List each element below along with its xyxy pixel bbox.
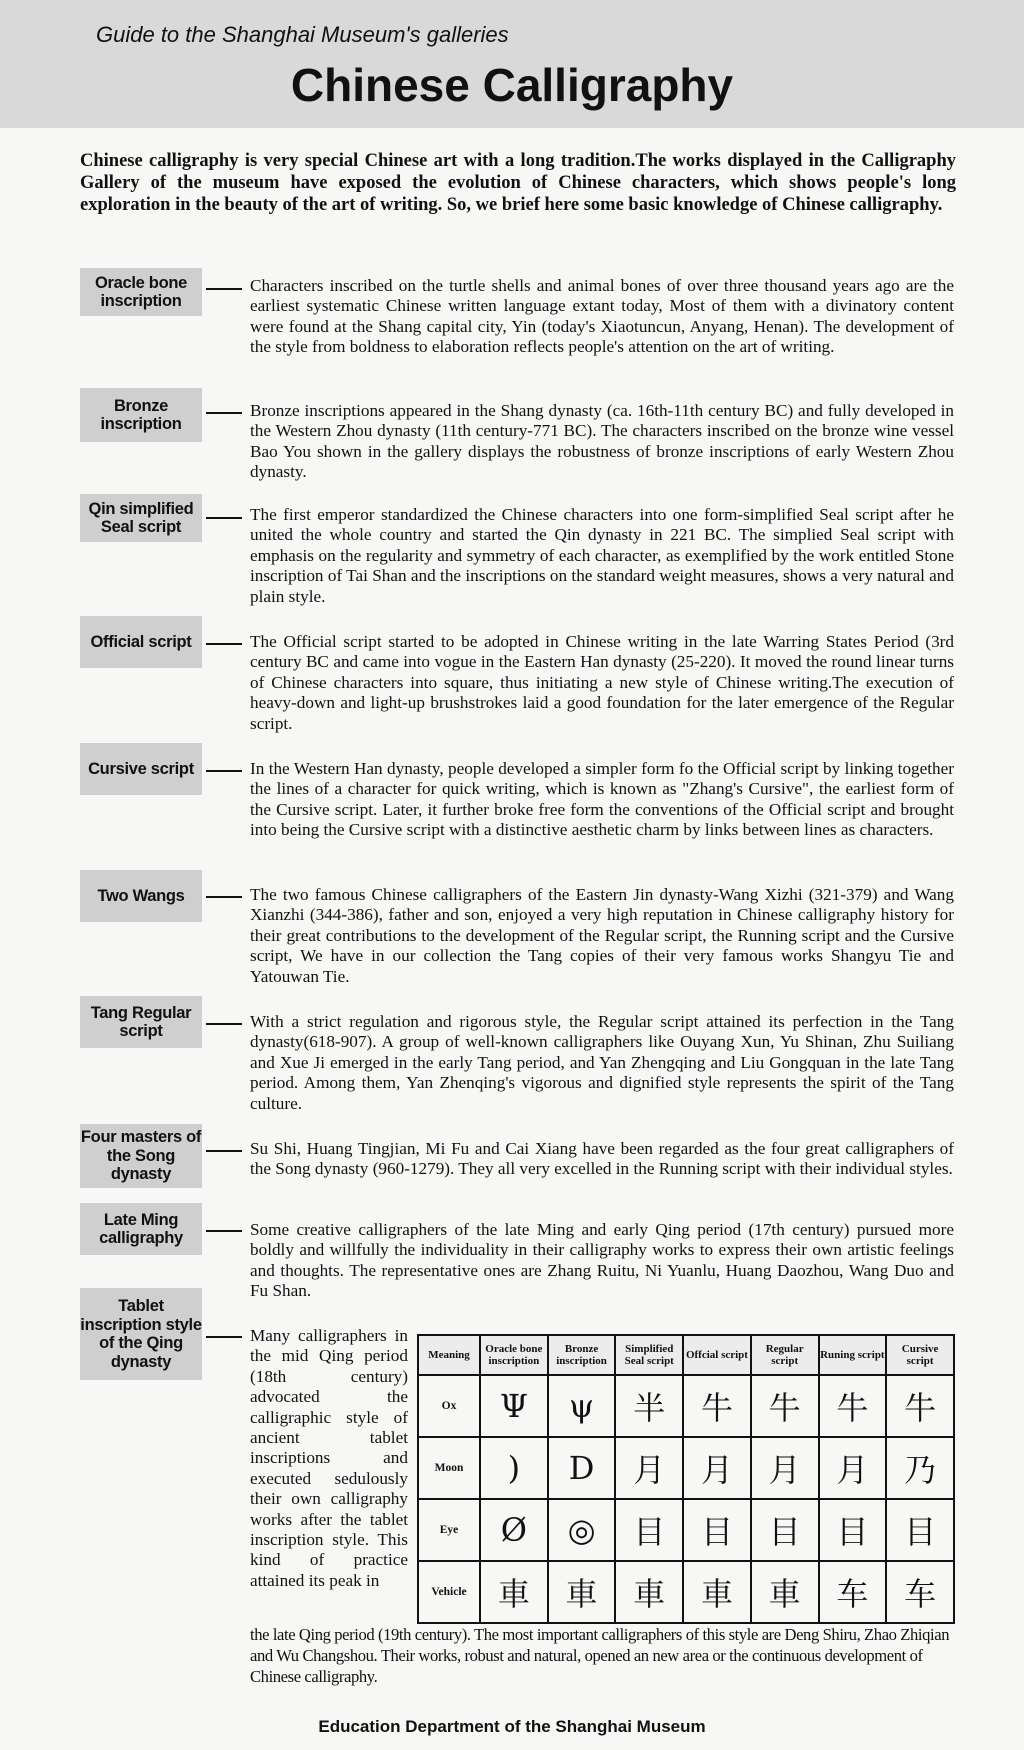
table-header-row bbox=[418, 1335, 954, 1375]
glyph-cell: Ψ bbox=[480, 1375, 548, 1437]
glyph-cell: 车 bbox=[819, 1561, 887, 1623]
glyph-cell: 月 bbox=[819, 1437, 887, 1499]
label-connector bbox=[206, 770, 242, 772]
glyph-cell: 目 bbox=[819, 1499, 887, 1561]
glyph-cell: 月 bbox=[751, 1437, 819, 1499]
glyph-cell: D bbox=[548, 1437, 616, 1499]
label-connector bbox=[206, 1336, 242, 1338]
glyph-cell: 目 bbox=[751, 1499, 819, 1561]
table-header-cell: Runing script bbox=[819, 1335, 887, 1375]
table-header-cell: Simplified Seal script bbox=[615, 1335, 683, 1375]
table-row bbox=[418, 1437, 954, 1499]
section-text-oracle-bone: Characters inscribed on the turtle shells and animal bones of over three thousand years ago are the earliest systematic Chinese written language extant today, Most of them with a divinatory content were found at the Shang capital city, Yin (today's Xiaotuncun, Anyang, Henan). The development of the style from boldness to elaboration reflects people's attention on the art of writing. bbox=[250, 276, 954, 357]
label-connector bbox=[206, 643, 242, 645]
glyph-cell: 車 bbox=[548, 1561, 616, 1623]
glyph-cell: 目 bbox=[886, 1499, 954, 1561]
section-label-bronze: Bronze inscription bbox=[80, 388, 202, 442]
glyph-cell: 目 bbox=[615, 1499, 683, 1561]
label-connector bbox=[206, 896, 242, 898]
section-text-qin-seal: The first emperor standardized the Chinese characters into one form-simplified Seal script after he united the whole country and started the Qin dynasty in 221 BC. The simplied Seal script with emphasis on the regularity and symmetry of each character, as exemplified by the work entitled Stone inscription of Tai Shan and the inscriptions on the standard weight measures, shows a very natural and plain style. bbox=[250, 505, 954, 606]
section-label-qing-tablet: Tablet inscription style of the Qing dynasty bbox=[80, 1288, 202, 1380]
table-header-cell: Oracle bone inscription bbox=[480, 1335, 548, 1375]
section-text-late-ming: Some creative calligraphers of the late Ming and early Qing period (17th century) pursued more boldly and willfully the individuality in their calligraphy works to express their own artistic feelings and thoughts. The representative ones are Zhang Ruitu, Ni Yuanlu, Huang Daozhou, Wang Duo and Fu Shan. bbox=[250, 1220, 954, 1301]
section-text-bronze: Bronze inscriptions appeared in the Shang dynasty (ca. 16th-11th century BC) and fully developed in the Western Zhou dynasty (11th century-771 BC). The characters inscribed on the bronze wine vessel Bao You shown in the gallery displays the robustness of bronze inscriptions of early Western Zhou dynasty. bbox=[250, 401, 954, 482]
meaning-cell: Vehicle bbox=[418, 1561, 480, 1623]
glyph-cell: 車 bbox=[683, 1561, 751, 1623]
glyph-cell: 月 bbox=[683, 1437, 751, 1499]
table-header-cell: Cursive script bbox=[886, 1335, 954, 1375]
section-label-cursive: Cursive script bbox=[80, 743, 202, 795]
section-text-cursive: In the Western Han dynasty, people developed a simpler form fo the Official script by linking together the lines of a character for quick writing, which is known as "Zhang's Cursive", the earliest form of the Cursive script. Later, it further broke free form the conventions of the Official script and brought into being the Cursive script with a distinctive aesthetic charm by links between lines as characters. bbox=[250, 759, 954, 840]
section-text-official: The Official script started to be adopted in Chinese writing in the late Warring States Period (3rd century BC and came into vogue in the Eastern Han dynasty (25-220). It moved the round linear turns of Chinese characters into square, thus initiating a new style of Chinese writing.The execution of heavy-down and light-up brushstrokes laid a good foundation for the later emergence of the Regular script. bbox=[250, 632, 954, 733]
meaning-cell: Ox bbox=[418, 1375, 480, 1437]
section-label-oracle-bone: Oracle bone inscription bbox=[80, 268, 202, 316]
glyph-cell: 車 bbox=[615, 1561, 683, 1623]
glyph-cell: 牛 bbox=[886, 1375, 954, 1437]
glyph-cell: ) bbox=[480, 1437, 548, 1499]
section-text-qing-tablet-bottom: the late Qing period (19th century). The most important calligraphers of this style are Deng Shiru, Zhao Zhiqian and Wu Changshou. Their works, robust and natural, opened an new area or the continuous development of Chinese calligraphy. bbox=[250, 1625, 950, 1686]
glyph-cell: 车 bbox=[886, 1561, 954, 1623]
label-connector bbox=[206, 517, 242, 519]
glyph-cell: 半 bbox=[615, 1375, 683, 1437]
page-title: Chinese Calligraphy bbox=[290, 59, 734, 111]
table-row bbox=[418, 1499, 954, 1561]
table-row bbox=[418, 1561, 954, 1623]
glyph-cell: 月 bbox=[615, 1437, 683, 1499]
section-label-official: Official script bbox=[80, 616, 202, 668]
table-header-cell: Regular script bbox=[751, 1335, 819, 1375]
glyph-cell: 車 bbox=[751, 1561, 819, 1623]
label-connector bbox=[206, 1023, 242, 1025]
table-header-cell: Meaning bbox=[418, 1335, 480, 1375]
glyph-cell: ψ bbox=[548, 1375, 616, 1437]
guide-subtitle: Guide to the Shanghai Museum's galleries bbox=[96, 22, 509, 47]
label-connector bbox=[206, 288, 242, 290]
label-connector bbox=[206, 1230, 242, 1232]
table-header-cell: Offcial script bbox=[683, 1335, 751, 1375]
label-connector bbox=[206, 412, 242, 414]
meaning-cell: Eye bbox=[418, 1499, 480, 1561]
footer-credit: Education Department of the Shanghai Museum bbox=[318, 1717, 706, 1736]
glyph-cell: 乃 bbox=[886, 1437, 954, 1499]
glyph-cell: Ø bbox=[480, 1499, 548, 1561]
glyph-cell: 車 bbox=[480, 1561, 548, 1623]
glyph-cell: 目 bbox=[683, 1499, 751, 1561]
table-row bbox=[418, 1375, 954, 1437]
section-label-late-ming: Late Ming calligraphy bbox=[80, 1203, 202, 1255]
meaning-cell: Moon bbox=[418, 1437, 480, 1499]
table-header-cell: Bronze inscription bbox=[548, 1335, 616, 1375]
section-text-song-masters: Su Shi, Huang Tingjian, Mi Fu and Cai Xiang have been regarded as the four great calligraphers of the Song dynasty (960-1279). They all very excelled in the Running script with their individual styles. bbox=[250, 1139, 954, 1179]
glyph-cell: 牛 bbox=[751, 1375, 819, 1437]
label-connector bbox=[206, 1150, 242, 1152]
section-text-qing-tablet-left: Many calligraphers in the mid Qing period (18th century) advocated the calligraphic style of ancient tablet inscriptions and executed sedulously their own calligraphy works after the tablet inscription style. This kind of practice attained its peak in bbox=[250, 1326, 408, 1590]
section-label-song-masters: Four masters of the Song dynasty bbox=[80, 1124, 202, 1188]
script-evolution-table bbox=[417, 1334, 955, 1624]
glyph-cell: 牛 bbox=[683, 1375, 751, 1437]
section-text-tang-regular: With a strict regulation and rigorous style, the Regular script attained its perfection in the Tang dynasty(618-907). A group of well-known calligraphers like Ouyang Xun, Yu Shinan, Zhu Suiliang and Xue Ji emerged in the early Tang period, and Yan Zhengqing and Liu Gongquan in the late Tang period. Among them, Yan Zhenqing's vigorous and dignified style represents the spirit of the Tang culture. bbox=[250, 1012, 954, 1113]
glyph-cell: 牛 bbox=[819, 1375, 887, 1437]
glyph-cell: ◎ bbox=[548, 1499, 616, 1561]
section-label-qin-seal: Qin simplified Seal script bbox=[80, 494, 202, 542]
section-text-two-wangs: The two famous Chinese calligraphers of the Eastern Jin dynasty-Wang Xizhi (321-379) and Wang Xianzhi (344-386), father and son, enjoyed a very high reputation in Chinese calligraphy history for their great contributions to the development of the Regular script, the Running script and the Cursive script, We have in our collection the Tang copies of their very famous works Shangyu Tie and Yatouwan Tie. bbox=[250, 885, 954, 986]
intro-paragraph: Chinese calligraphy is very special Chinese art with a long tradition.The works displayed in the Calligraphy Gallery of the museum have exposed the evolution of Chinese characters, which shows people's long exploration in the beauty of the art of writing. So, we brief here some basic knowledge of Chinese calligraphy. bbox=[80, 151, 956, 215]
section-label-two-wangs: Two Wangs bbox=[80, 870, 202, 922]
section-label-tang-regular: Tang Regular script bbox=[80, 996, 202, 1048]
